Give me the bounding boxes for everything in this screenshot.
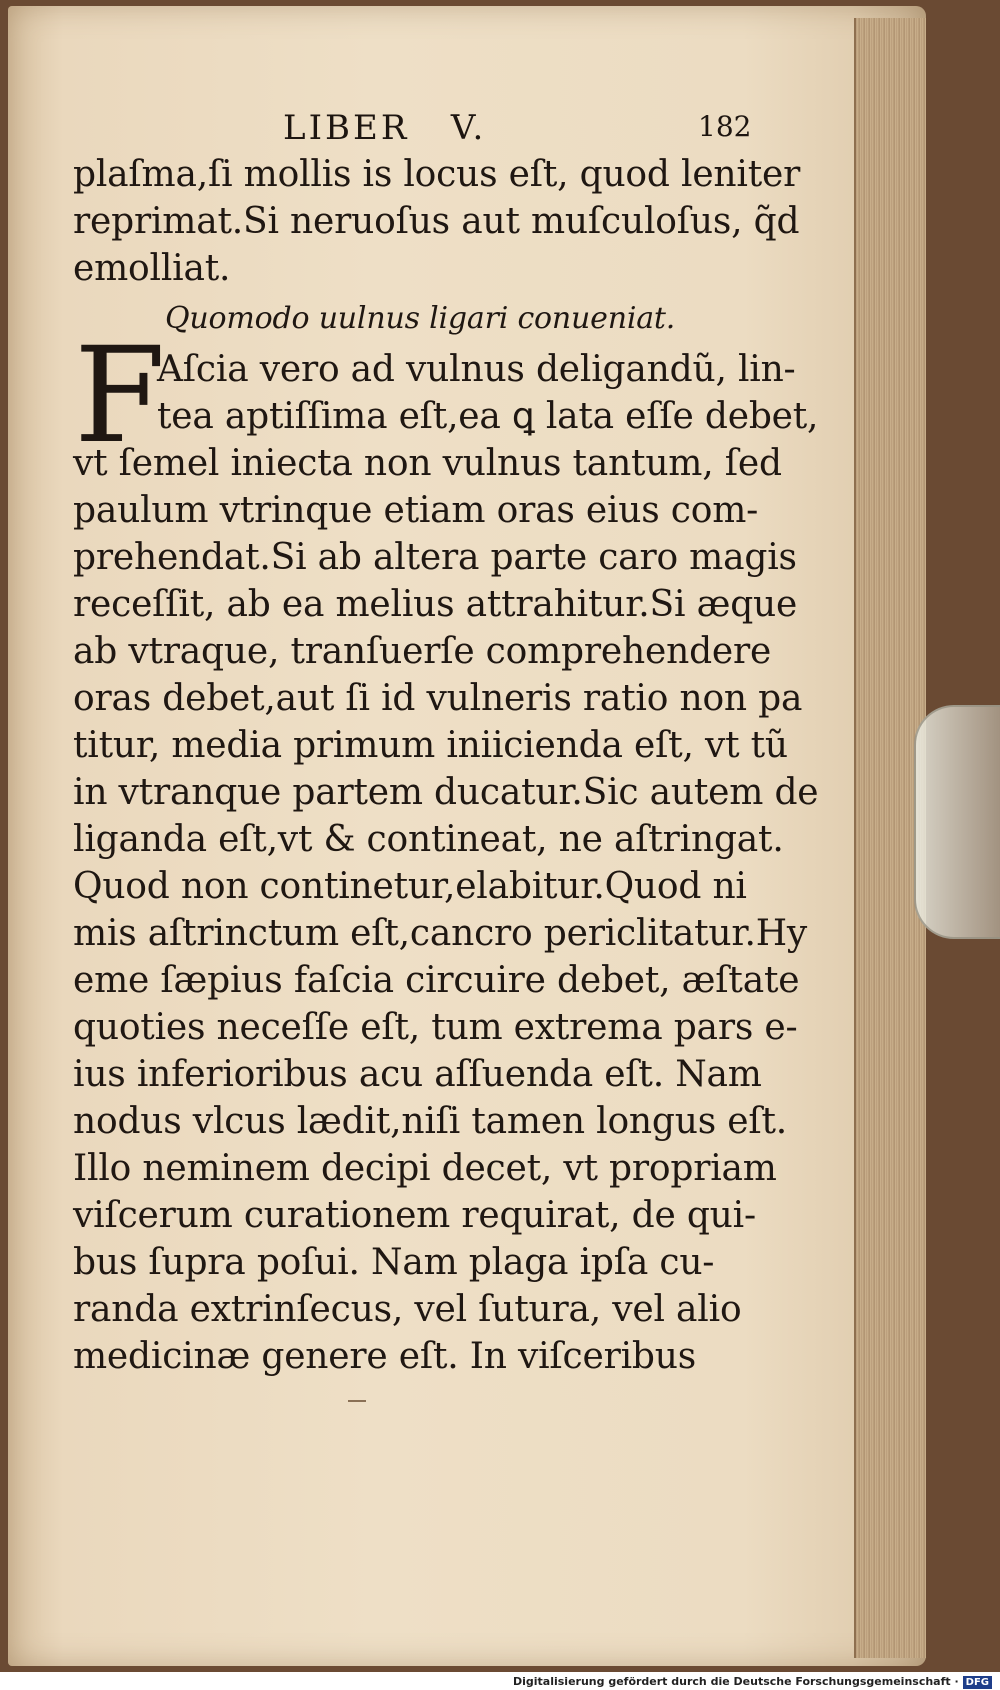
section-heading: Quomodo uulnus ligari conueniat.	[165, 301, 676, 336]
text-line: ius inferioribus acu aſſuenda eſt. Nam	[73, 1054, 762, 1095]
body-text	[73, 151, 819, 1380]
drop-cap: F	[74, 319, 166, 473]
running-header	[8, 106, 926, 156]
page-number: 182	[698, 110, 752, 143]
text-line: plaſma,ſi mollis is locus eſt, quod leniter	[73, 154, 801, 195]
text-line: reprimat.Si neruoſus aut muſculoſus, q̃d	[73, 201, 800, 242]
text-line: medicinæ genere eſt. In viſceribus	[73, 1336, 697, 1377]
credit-text: Digitalisierung gefördert durch die Deutsche Forschungsgemeinschaft ·	[512, 1675, 959, 1688]
text-line: ab vtraque, tranſuerſe comprehendere	[73, 631, 772, 672]
text-line: receſſit, ab ea melius attrahitur.Si æque	[73, 584, 798, 625]
text-line: prehendat.Si ab altera parte caro magis	[73, 537, 797, 578]
text-line: paulum vtrinque etiam oras eius com-	[73, 490, 759, 531]
text-line: titur, media primum iniicienda eſt, vt tũ	[73, 725, 788, 766]
paper-page	[8, 6, 926, 1666]
text-line: mis aſtrinctum eſt,cancro periclitatur.Hy	[73, 913, 808, 954]
text-line: eme ſæpius faſcia circuire debet, æſtate	[73, 960, 800, 1001]
dfg-logo-icon: DFG	[963, 1676, 992, 1689]
page-clip	[914, 705, 1000, 939]
text-line: vt ſemel iniecta non vulnus tantum, ſed	[73, 443, 782, 484]
text-line: in vtranque partem ducatur.Sic autem de	[73, 772, 819, 813]
text-line: emolliat.	[73, 248, 231, 289]
text-line: randa extrinſecus, vel ſutura, vel alio	[73, 1289, 742, 1330]
text-line: Quod non continetur,elabitur.Quod ni	[73, 866, 747, 907]
digitization-credit	[0, 1674, 992, 1690]
text-line: nodus vlcus lædit,niſi tamen longus eſt.	[73, 1101, 787, 1142]
text-line: viſcerum curationem requirat, de qui-	[73, 1195, 756, 1236]
text-line: Illo neminem decipi decet, vt propriam	[73, 1148, 777, 1189]
text-line: bus ſupra poſui. Nam plaga ipſa cu-	[73, 1242, 715, 1283]
text-line: quoties neceſſe eſt, tum extrema pars e-	[73, 1007, 798, 1048]
running-title: LIBER V.	[283, 108, 487, 148]
text-line: oras debet,aut ſi id vulneris ratio non pa	[73, 678, 803, 719]
text-line: liganda eſt,vt & contineat, ne aſtringat.	[73, 819, 784, 860]
text-line: tea aptiſſima eſt,ea ꝗ lata eſſe debet,	[157, 396, 819, 437]
text-line: Aſcia vero ad vulnus deligandũ, lin-	[157, 349, 796, 390]
page-mark	[348, 1400, 366, 1402]
